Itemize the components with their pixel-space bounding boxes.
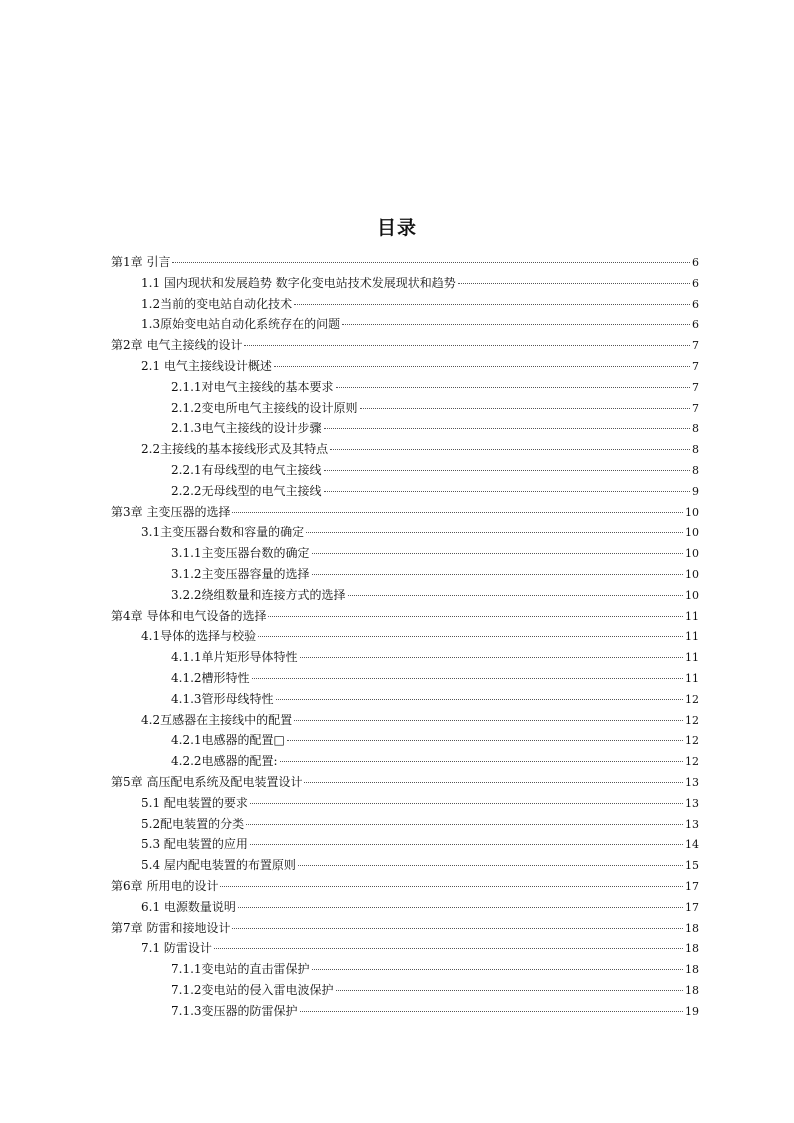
toc-entry-page: 13 [685, 817, 699, 831]
dot-leader [324, 470, 690, 471]
toc-entry[interactable] [111, 460, 699, 481]
toc-entry-page: 9 [692, 484, 699, 498]
toc-entry-page: 12 [685, 755, 699, 769]
toc-entry[interactable] [111, 980, 699, 1001]
toc-entry-label: 5.4 屋内配电装置的布置原则 [141, 858, 296, 873]
dot-leader [250, 803, 683, 804]
toc-entry-label: 2.2.2无母线型的电气主接线 [171, 483, 322, 498]
toc-entry-page: 10 [685, 567, 699, 581]
table-of-contents [111, 252, 699, 1021]
toc-entry-page: 6 [692, 297, 699, 311]
dot-leader [298, 865, 683, 866]
toc-entry[interactable] [111, 439, 699, 460]
dot-leader [250, 844, 683, 845]
dot-leader [238, 907, 683, 908]
toc-entry-label: 1.1 国内现状和发展趋势 数字化变电站技术发展现状和趋势 [141, 275, 456, 290]
toc-entry-label: 第6章 所用电的设计 [111, 878, 219, 893]
toc-entry-page: 10 [685, 526, 699, 540]
toc-entry-label: 6.1 电源数量说明 [141, 899, 236, 914]
toc-entry-page: 8 [692, 422, 699, 436]
toc-entry-label: 7.1.1变电站的直击雷保护 [171, 962, 310, 977]
toc-entry-page: 12 [685, 692, 699, 706]
dot-leader [324, 428, 690, 429]
dot-leader [312, 574, 683, 575]
toc-entry-label: 3.2.2绕组数量和连接方式的选择 [171, 587, 346, 602]
toc-entry[interactable] [111, 398, 699, 419]
toc-entry-label: 4.1导体的选择与校验 [141, 629, 257, 644]
dot-leader [172, 262, 690, 263]
toc-entry-label: 3.1.1主变压器台数的确定 [171, 546, 310, 561]
toc-entry[interactable] [111, 751, 699, 772]
toc-entry[interactable] [111, 814, 699, 835]
toc-entry-page: 12 [685, 713, 699, 727]
toc-entry-page: 17 [685, 900, 699, 914]
toc-entry[interactable] [111, 793, 699, 814]
toc-entry-page: 14 [685, 838, 699, 852]
dot-leader [300, 1011, 683, 1012]
toc-title: 目录 [376, 217, 417, 239]
toc-entry-page: 11 [685, 671, 699, 685]
toc-entry[interactable] [111, 522, 699, 543]
toc-entry-page: 13 [685, 775, 699, 789]
toc-entry[interactable] [111, 689, 699, 710]
toc-entry-page: 19 [685, 1004, 699, 1018]
toc-entry-label: 1.2当前的变电站自动化技术 [141, 296, 293, 311]
dot-leader [304, 782, 683, 783]
dot-leader [300, 657, 683, 658]
dot-leader [360, 408, 690, 409]
dot-leader [280, 761, 683, 762]
toc-entry-page: 11 [685, 630, 699, 644]
dot-leader [294, 720, 683, 721]
toc-entry-page: 8 [692, 463, 699, 477]
toc-entry[interactable] [111, 855, 699, 876]
toc-entry-page: 10 [685, 547, 699, 561]
toc-entry-label: 4.1.2槽形特性 [171, 670, 250, 685]
toc-entry-page: 13 [685, 796, 699, 810]
toc-entry-label: 5.1 配电装置的要求 [141, 795, 248, 810]
toc-entry-page: 12 [685, 734, 699, 748]
toc-entry[interactable] [111, 481, 699, 502]
dot-leader [294, 304, 690, 305]
toc-entry-label: 1.3原始变电站自动化系统存在的问题 [141, 317, 341, 332]
toc-entry[interactable] [111, 377, 699, 398]
toc-entry[interactable] [111, 335, 699, 356]
toc-entry-label: 4.2.2电感器的配置: [171, 754, 278, 769]
toc-entry-page: 17 [685, 879, 699, 893]
toc-entry-page: 8 [692, 443, 699, 457]
toc-entry-label: 2.1.2变电所电气主接线的设计原则 [171, 400, 358, 415]
toc-entry-page: 7 [692, 401, 699, 415]
dot-leader [274, 366, 690, 367]
toc-entry-label: 5.3 配电装置的应用 [141, 837, 248, 852]
dot-leader [458, 283, 690, 284]
toc-entry-page: 7 [692, 359, 699, 373]
toc-entry-page: 10 [685, 588, 699, 602]
toc-entry[interactable] [111, 772, 699, 793]
toc-entry[interactable] [111, 876, 699, 897]
dot-leader [252, 678, 683, 679]
toc-entry-label: 7.1.3变压器的防雷保护 [171, 1003, 298, 1018]
toc-entry[interactable] [111, 1001, 699, 1022]
toc-entry-label: 第7章 防雷和接地设计 [111, 920, 231, 935]
toc-entry-page: 6 [692, 318, 699, 332]
dot-leader [244, 345, 690, 346]
toc-entry[interactable] [111, 418, 699, 439]
toc-entry-label: 第2章 电气主接线的设计 [111, 338, 243, 353]
dot-leader [232, 512, 683, 513]
dot-leader [336, 990, 683, 991]
toc-entry[interactable] [111, 710, 699, 731]
toc-entry[interactable] [111, 918, 699, 939]
toc-entry-label: 3.1主变压器台数和容量的确定 [141, 525, 305, 540]
dot-leader [246, 824, 683, 825]
toc-entry-label: 4.2.1电感器的配置□ [171, 733, 285, 748]
toc-entry[interactable] [111, 834, 699, 855]
toc-entry[interactable] [111, 564, 699, 585]
toc-entry-label: 4.1.1单片矩形导体特性 [171, 650, 298, 665]
toc-entry[interactable] [111, 252, 699, 273]
toc-entry-label: 2.2主接线的基本接线形式及其特点 [141, 442, 329, 457]
toc-entry[interactable] [111, 668, 699, 689]
toc-entry-label: 4.2互感器在主接线中的配置 [141, 712, 293, 727]
toc-entry-label: 2.1 电气主接线设计概述 [141, 358, 272, 373]
toc-entry-label: 第5章 高压配电系统及配电装置设计 [111, 774, 303, 789]
toc-entry[interactable] [111, 897, 699, 918]
toc-entry-page: 18 [685, 921, 699, 935]
toc-entry-label: 2.2.1有母线型的电气主接线 [171, 462, 322, 477]
toc-entry[interactable] [111, 273, 699, 294]
dot-leader [312, 553, 683, 554]
toc-entry[interactable] [111, 959, 699, 980]
toc-entry[interactable] [111, 730, 699, 751]
toc-entry-label: 第4章 导体和电气设备的选择 [111, 608, 267, 623]
dot-leader [220, 886, 683, 887]
toc-entry-page: 6 [692, 256, 699, 269]
toc-entry-label: 3.1.2主变压器容量的选择 [171, 566, 310, 581]
toc-entry-label: 5.2配电装置的分类 [141, 816, 245, 831]
toc-entry-page: 7 [692, 380, 699, 394]
toc-entry[interactable] [111, 585, 699, 606]
toc-entry[interactable] [111, 356, 699, 377]
toc-entry[interactable] [111, 938, 699, 959]
toc-entry-page: 18 [685, 983, 699, 997]
toc-entry[interactable] [111, 647, 699, 668]
toc-entry-page: 10 [685, 505, 699, 519]
dot-leader [312, 969, 683, 970]
dot-leader [306, 532, 683, 533]
dot-leader [276, 699, 683, 700]
toc-entry-label: 第1章 引言 [111, 255, 171, 269]
dot-leader [287, 740, 683, 741]
toc-entry[interactable] [111, 294, 699, 315]
toc-entry-label: 2.1.3电气主接线的设计步骤 [171, 421, 322, 436]
dot-leader [268, 616, 683, 617]
dot-leader [232, 928, 683, 929]
toc-entry-label: 第3章 主变压器的选择 [111, 504, 231, 519]
toc-entry[interactable] [111, 543, 699, 564]
dot-leader [330, 449, 690, 450]
dot-leader [258, 636, 683, 637]
dot-leader [342, 324, 690, 325]
toc-entry-page: 18 [685, 963, 699, 977]
toc-entry-page: 15 [685, 859, 699, 873]
toc-entry[interactable] [111, 502, 699, 523]
toc-entry-label: 2.1.1对电气主接线的基本要求 [171, 379, 334, 394]
dot-leader [324, 491, 690, 492]
toc-entry-label: 7.1 防雷设计 [141, 941, 212, 956]
toc-entry-label: 7.1.2变电站的侵入雷电波保护 [171, 982, 334, 997]
toc-entry[interactable] [111, 314, 699, 335]
toc-entry-page: 11 [685, 609, 699, 623]
toc-entry-label: 4.1.3管形母线特性 [171, 691, 274, 706]
toc-entry-page: 18 [685, 942, 699, 956]
dot-leader [214, 948, 683, 949]
toc-entry[interactable] [111, 626, 699, 647]
toc-entry-page: 11 [685, 651, 699, 665]
toc-entry-page: 7 [692, 339, 699, 353]
dot-leader [336, 387, 690, 388]
toc-entry-page: 6 [692, 276, 699, 290]
toc-entry[interactable] [111, 606, 699, 627]
dot-leader [348, 595, 683, 596]
